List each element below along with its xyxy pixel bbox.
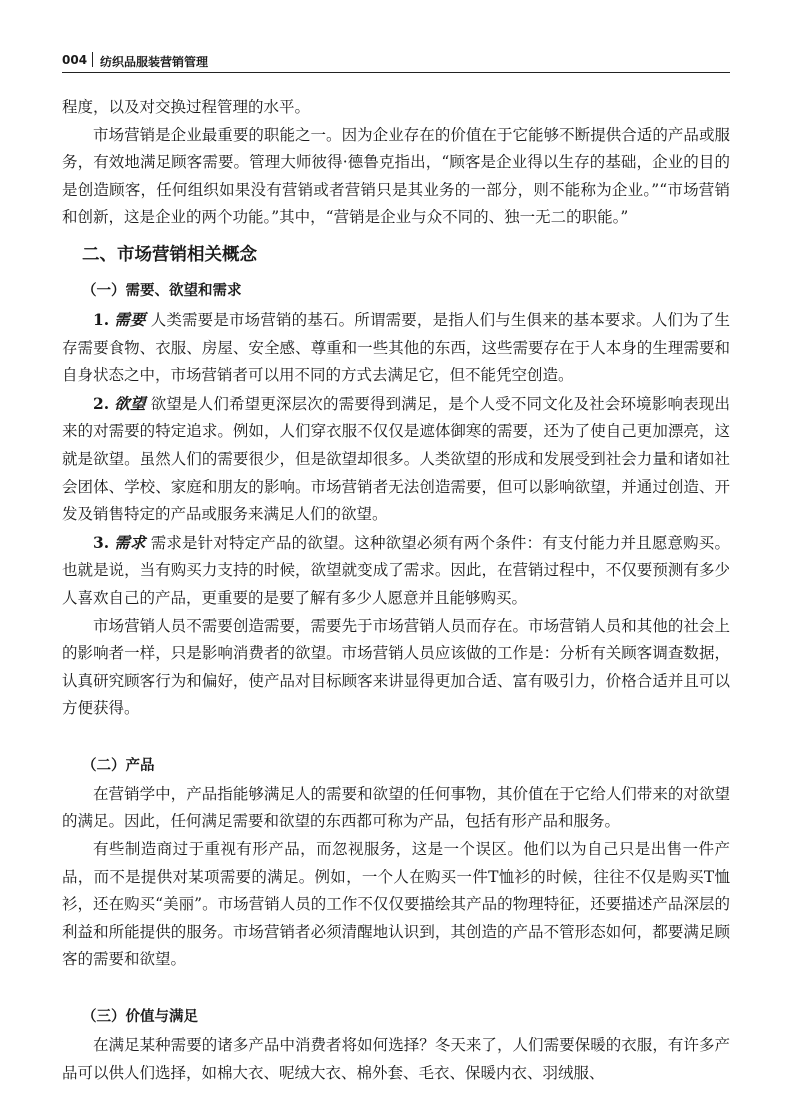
header-divider <box>92 52 93 67</box>
paragraph: 市场营销人员不需要创造需要，需要先于市场营销人员而存在。市场营销人员和其他的社会上的影响者一样，只是影响消费者的欲望。市场营销人员应该做的工作是：分析有关顾客调查数据，认真研究顾客行为和偏好，使产品对目标顾客来讲显得更加合适、富有吸引力，价格合适并且可以方便获得。 <box>62 616 730 718</box>
item-text: 需求是针对特定产品的欲望。这种欲望必须有两个条件：有支付能力并且愿意购买。也就是说，当有购买力支持的时候，欲望就变成了需求。因此，在营销过程中，不仅要预测有多少人喜欢自己的产品，更重要的是要了解有多少人愿意并且能够购买。 <box>62 533 730 607</box>
paragraph: 有些制造商过于重视有形产品，而忽视服务，这是一个误区。他们以为自己只是出售一件产品，而不是提供对某项需要的满足。例如，一个人在购买一件T恤衫的时候，往往不仅是购买T恤衫，还在购买“美丽”。市场营销人员的工作不仅仅要描绘其产品的物理特征，还要描述产品深层的利益和所能提供的服务。市场营销者必须清醒地认识到，其创造的产品不管形态如何，都要满足顾客的需要和欲望。 <box>62 840 730 969</box>
running-header <box>62 50 730 73</box>
subsection-heading: （三）价值与满足 <box>82 1009 198 1026</box>
page-number: 004 <box>62 53 88 67</box>
item-term: 需要 <box>114 309 146 329</box>
page-content <box>62 94 730 1087</box>
paragraph: 在营销学中，产品指能够满足人的需要和欲望的任何事物，其价值在于它给人们带来的对欲望的满足。因此，任何满足需要和欲望的东西都可称为产品，包括有形产品和服务。 <box>62 784 730 831</box>
paragraph: 市场营销是企业最重要的职能之一。因为企业存在的价值在于它能够不断提供合适的产品或服务，有效地满足顾客需要。管理大师彼得·德鲁克指出，“顾客是企业得以生存的基础，企业的目的是创造顾客，任何组织如果没有营销或者营销只是其业务的一部分，则不能称为企业。”“市场营销和创新，这是企业的两个功能。”其中，“营销是企业与众不同的、独一无二的职能。” <box>62 125 730 227</box>
list-item <box>62 390 730 529</box>
book-title: 纺织品服装营销管理 <box>100 55 209 69</box>
item-term: 欲望 <box>114 393 146 413</box>
item-number: 3. <box>93 532 110 552</box>
paragraph: 在满足某种需要的诸多产品中消费者将如何选择？冬天来了，人们需要保暖的衣服，有许多产品可以供人们选择，如棉大衣、呢绒大衣、棉外套、毛衣、保暖内衣、羽绒服、 <box>62 1036 730 1082</box>
list-item <box>62 529 730 613</box>
item-term: 需求 <box>114 532 146 552</box>
item-text: 欲望是人们希望更深层次的需要得到满足，是个人受不同文化及社会环境影响表现出来的对需要的特定追求。例如，人们穿衣服不仅仅是遮体御寒的需要，还为了使自己更加漂亮，这就是欲望。虽然人们的需要很少，但是欲望却很多。人类欲望的形成和发展受到社会力量和诸如社会团体、学校、家庭和朋友的影响。市场营销者无法创造需要，但可以影响欲望，并通过创造、开发及销售特定的产品或服务来满足人们的欲望。 <box>62 394 730 524</box>
item-number: 2. <box>93 393 110 413</box>
paragraph: 程度，以及对交换过程管理的水平。 <box>62 98 311 116</box>
section-heading: 二、市场营销相关概念 <box>82 244 257 265</box>
subsection-heading: （二）产品 <box>82 757 155 774</box>
subsection-heading: （一）需要、欲望和需求 <box>82 282 242 299</box>
item-text: 人类需要是市场营销的基石。所谓需要，是指人们与生俱来的基本要求。人们为了生存需要食物、衣服、房屋、安全感、尊重和一些其他的东西，这些需要存在于人本身的生理需要和自身状态之中，市场营销者可以用不同的方式去满足它，但不能凭空创造。 <box>62 310 730 385</box>
item-number: 1. <box>93 309 110 329</box>
list-item <box>62 306 730 390</box>
